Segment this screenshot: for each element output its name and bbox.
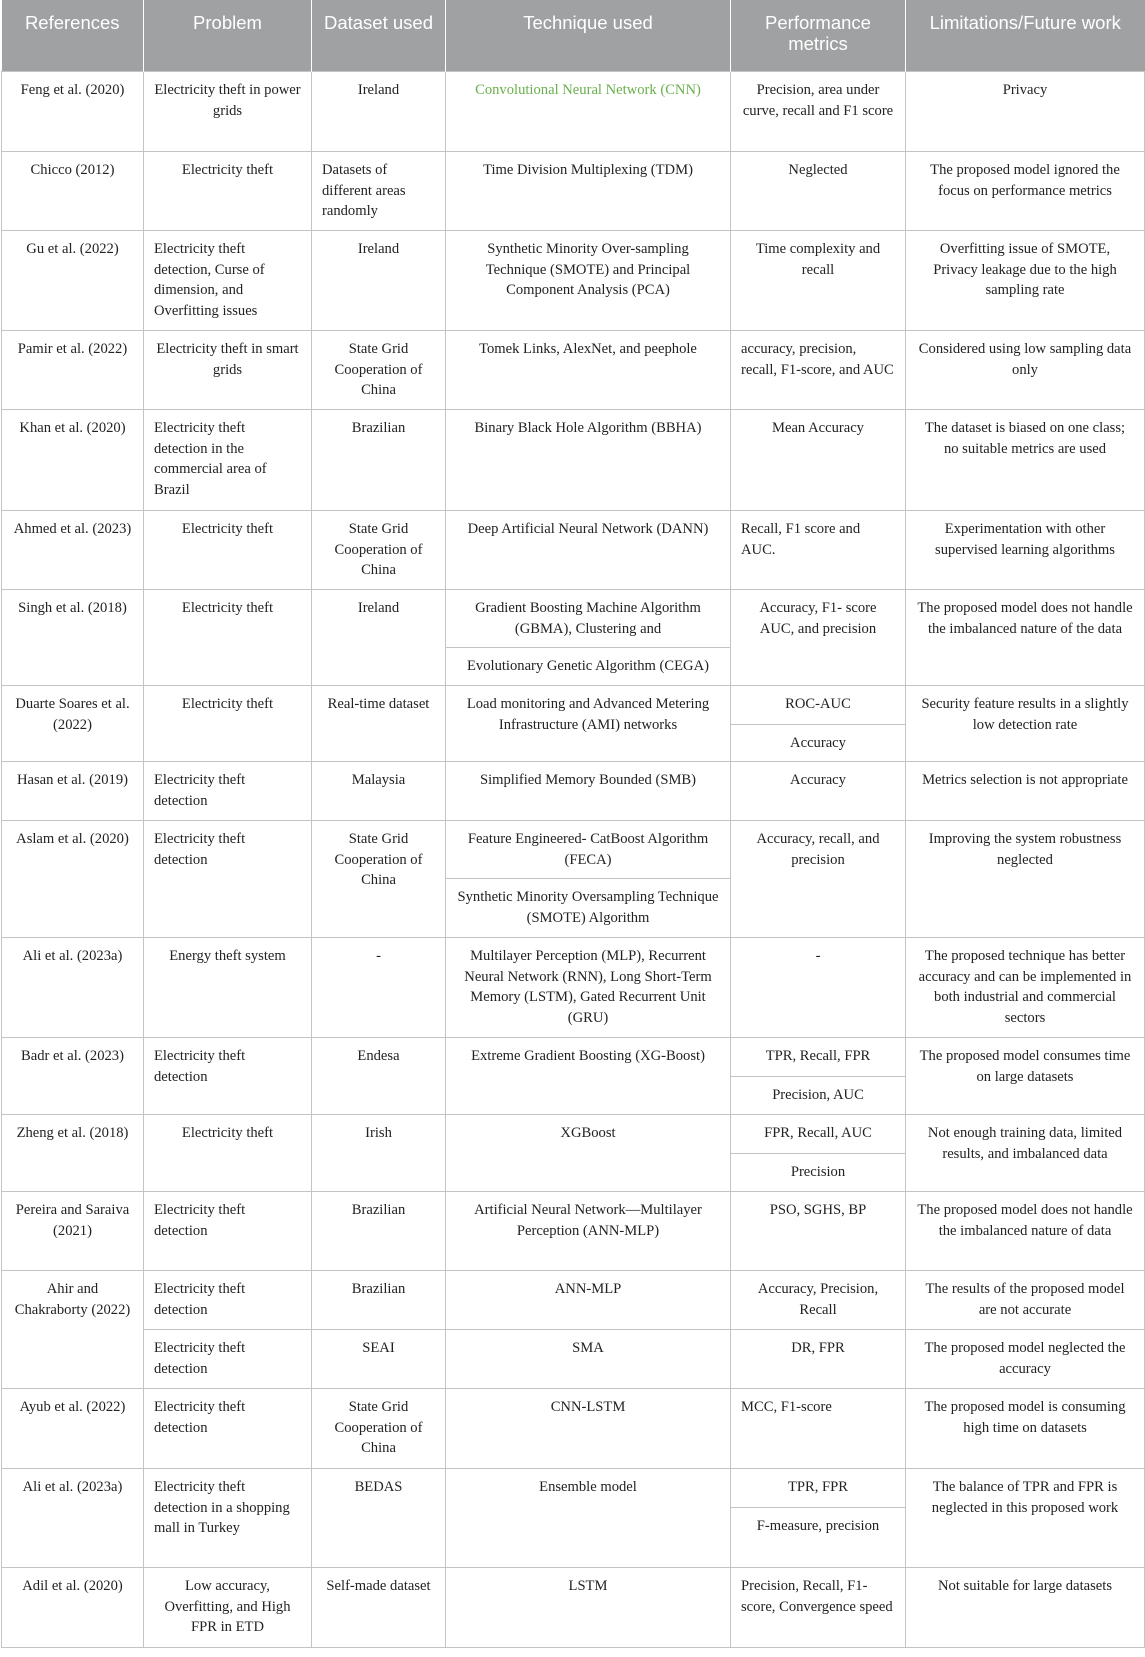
metrics-cell: MCC, F1-score	[731, 1389, 906, 1469]
reference-cell: Duarte Soares et al. (2022)	[2, 686, 144, 762]
header-row	[2, 0, 1145, 72]
limitations-cell: The proposed model consumes time on large datasets	[906, 1038, 1145, 1115]
table-row	[2, 1038, 1145, 1077]
dataset-cell: Endesa	[312, 1038, 446, 1115]
reference-cell: Adil et al. (2020)	[2, 1568, 144, 1648]
problem-cell: Electricity theft detection	[144, 1389, 312, 1469]
problem-cell: Electricity theft	[144, 152, 312, 231]
technique-cell: Gradient Boosting Machine Algorithm (GBMA), Clustering and	[446, 590, 731, 648]
dataset-cell: State Grid Cooperation of China	[312, 821, 446, 938]
problem-cell: Low accuracy, Overfitting, and High FPR in ETD	[144, 1568, 312, 1648]
header-technique: Technique used	[446, 0, 731, 72]
dataset-cell: Real-time dataset	[312, 686, 446, 762]
reference-cell: Gu et al. (2022)	[2, 231, 144, 331]
limitations-cell: Not enough training data, limited results, and imbalanced data	[906, 1115, 1145, 1192]
table-row	[2, 1568, 1145, 1648]
dataset-cell: Irish	[312, 1115, 446, 1192]
table-row	[2, 590, 1145, 648]
problem-cell: Electricity theft in smart grids	[144, 331, 312, 410]
table-row	[2, 1192, 1145, 1271]
metrics-cell: -	[731, 938, 906, 1038]
problem-cell: Electricity theft in power grids	[144, 72, 312, 152]
limitations-cell: Experimentation with other supervised learning algorithms	[906, 511, 1145, 590]
dataset-cell: Brazilian	[312, 410, 446, 511]
problem-cell: Electricity theft detection	[144, 1192, 312, 1271]
header-metrics: Performance metrics	[731, 0, 906, 72]
dataset-cell: Brazilian	[312, 1192, 446, 1271]
problem-cell: Energy theft system	[144, 938, 312, 1038]
technique-cell: Feature Engineered- CatBoost Algorithm (FECA)	[446, 821, 731, 879]
reference-cell: Ayub et al. (2022)	[2, 1389, 144, 1469]
metrics-cell: Accuracy, recall, and precision	[731, 821, 906, 938]
problem-cell: Electricity theft detection	[144, 821, 312, 938]
table-subrow	[2, 1330, 1145, 1389]
header-problem: Problem	[144, 0, 312, 72]
metrics-cell: Mean Accuracy	[731, 410, 906, 511]
table-row	[2, 331, 1145, 410]
problem-cell: Electricity theft detection	[144, 762, 312, 821]
technique-cell: Load monitoring and Advanced Metering Infrastructure (AMI) networks	[446, 686, 731, 762]
table-row	[2, 1469, 1145, 1508]
technique-cell: Tomek Links, AlexNet, and peephole	[446, 331, 731, 410]
dataset-cell: Ireland	[312, 72, 446, 152]
table-row	[2, 686, 1145, 725]
metrics-cell: Precision, area under curve, recall and F1 score	[731, 72, 906, 152]
limitations-cell: Improving the system robustness neglected	[906, 821, 1145, 938]
literature-comparison-table	[1, 0, 1145, 1648]
limitations-cell: Considered using low sampling data only	[906, 331, 1145, 410]
dataset-cell: State Grid Cooperation of China	[312, 1389, 446, 1469]
reference-cell: Pereira and Saraiva (2021)	[2, 1192, 144, 1271]
metrics-cell: TPR, Recall, FPR	[731, 1038, 906, 1077]
problem-cell: Electricity theft	[144, 686, 312, 762]
reference-cell: Chicco (2012)	[2, 152, 144, 231]
technique-cell: Time Division Multiplexing (TDM)	[446, 152, 731, 231]
dataset-cell: Ireland	[312, 590, 446, 686]
metrics-cell: ROC-AUC	[731, 686, 906, 725]
technique-cell: Ensemble model	[446, 1469, 731, 1568]
table-row	[2, 1271, 1145, 1330]
technique-cell: Synthetic Minority Over-sampling Technique (SMOTE) and Principal Component Analysis (PCA)	[446, 231, 731, 331]
problem-cell: Electricity theft	[144, 1115, 312, 1192]
metrics-cell: F-measure, precision	[731, 1508, 906, 1568]
technique-cell: LSTM	[446, 1568, 731, 1648]
limitations-cell: Overfitting issue of SMOTE, Privacy leakage due to the high sampling rate	[906, 231, 1145, 331]
table-row	[2, 821, 1145, 879]
table-row	[2, 152, 1145, 231]
technique-cell: Evolutionary Genetic Algorithm (CEGA)	[446, 648, 731, 686]
metrics-cell: Accuracy	[731, 725, 906, 762]
reference-cell: Ali et al. (2023a)	[2, 1469, 144, 1568]
reference-cell: Ali et al. (2023a)	[2, 938, 144, 1038]
table-row	[2, 410, 1145, 511]
problem-cell: Electricity theft detection, Curse of dimension, and Overfitting issues	[144, 231, 312, 331]
limitations-cell: Security feature results in a slightly low detection rate	[906, 686, 1145, 762]
technique-cell: CNN-LSTM	[446, 1389, 731, 1469]
problem-cell: Electricity theft detection	[144, 1330, 312, 1389]
technique-cell: ANN-MLP	[446, 1271, 731, 1330]
limitations-cell: The dataset is biased on one class; no suitable metrics are used	[906, 410, 1145, 511]
metrics-cell: Time complexity and recall	[731, 231, 906, 331]
problem-cell: Electricity theft	[144, 511, 312, 590]
dataset-cell: Datasets of different areas randomly	[312, 152, 446, 231]
technique-cell: Multilayer Perception (MLP), Recurrent Neural Network (RNN), Long Short-Term Memory (LSTM), Gated Recurrent Unit (GRU)	[446, 938, 731, 1038]
dataset-cell: BEDAS	[312, 1469, 446, 1568]
metrics-cell: Accuracy	[731, 762, 906, 821]
dataset-cell: -	[312, 938, 446, 1038]
metrics-cell: Neglected	[731, 152, 906, 231]
limitations-cell: The balance of TPR and FPR is neglected in this proposed work	[906, 1469, 1145, 1568]
technique-cell: SMA	[446, 1330, 731, 1389]
metrics-cell: Precision	[731, 1154, 906, 1192]
header-references: References	[2, 0, 144, 72]
metrics-cell: Accuracy, Precision, Recall	[731, 1271, 906, 1330]
header-dataset: Dataset used	[312, 0, 446, 72]
table-row	[2, 762, 1145, 821]
reference-cell: Khan et al. (2020)	[2, 410, 144, 511]
technique-cell: Simplified Memory Bounded (SMB)	[446, 762, 731, 821]
technique-cell: Binary Black Hole Algorithm (BBHA)	[446, 410, 731, 511]
reference-cell: Badr et al. (2023)	[2, 1038, 144, 1115]
problem-cell: Electricity theft detection	[144, 1271, 312, 1330]
limitations-cell: Not suitable for large datasets	[906, 1568, 1145, 1648]
technique-cell: Convolutional Neural Network (CNN)	[446, 72, 731, 152]
header-limitations: Limitations/Future work	[906, 0, 1145, 72]
metrics-cell: DR, FPR	[731, 1330, 906, 1389]
dataset-cell: Malaysia	[312, 762, 446, 821]
limitations-cell: Privacy	[906, 72, 1145, 152]
limitations-cell: The proposed model neglected the accuracy	[906, 1330, 1145, 1389]
dataset-cell: Self-made dataset	[312, 1568, 446, 1648]
metrics-cell: Precision, Recall, F1-score, Convergence speed	[731, 1568, 906, 1648]
technique-cell: XGBoost	[446, 1115, 731, 1192]
reference-cell: Zheng et al. (2018)	[2, 1115, 144, 1192]
table-row	[2, 231, 1145, 331]
table-row	[2, 1389, 1145, 1469]
table-row	[2, 72, 1145, 152]
limitations-cell: The proposed model does not handle the imbalanced nature of data	[906, 1192, 1145, 1271]
technique-cell: Artificial Neural Network—Multilayer Perception (ANN-MLP)	[446, 1192, 731, 1271]
metrics-cell: Recall, F1 score and AUC.	[731, 511, 906, 590]
dataset-cell: SEAI	[312, 1330, 446, 1389]
problem-cell: Electricity theft detection	[144, 1038, 312, 1115]
technique-cell: Synthetic Minority Oversampling Technique (SMOTE) Algorithm	[446, 879, 731, 938]
metrics-cell: accuracy, precision, recall, F1-score, and AUC	[731, 331, 906, 410]
limitations-cell: The proposed technique has better accuracy and can be implemented in both industrial and commercial sectors	[906, 938, 1145, 1038]
table-row	[2, 511, 1145, 590]
reference-cell: Hasan et al. (2019)	[2, 762, 144, 821]
table-row	[2, 1115, 1145, 1154]
reference-cell: Feng et al. (2020)	[2, 72, 144, 152]
technique-cell: Extreme Gradient Boosting (XG-Boost)	[446, 1038, 731, 1115]
reference-cell: Singh et al. (2018)	[2, 590, 144, 686]
problem-cell: Electricity theft	[144, 590, 312, 686]
dataset-cell: Ireland	[312, 231, 446, 331]
reference-cell: Ahir and Chakraborty (2022)	[2, 1271, 144, 1389]
metrics-cell: Precision, AUC	[731, 1077, 906, 1115]
limitations-cell: The proposed model ignored the focus on performance metrics	[906, 152, 1145, 231]
problem-cell: Electricity theft detection in the commercial area of Brazil	[144, 410, 312, 511]
reference-cell: Aslam et al. (2020)	[2, 821, 144, 938]
problem-cell: Electricity theft detection in a shopping mall in Turkey	[144, 1469, 312, 1568]
limitations-cell: The proposed model is consuming high time on datasets	[906, 1389, 1145, 1469]
limitations-cell: The results of the proposed model are not accurate	[906, 1271, 1145, 1330]
limitations-cell: The proposed model does not handle the imbalanced nature of the data	[906, 590, 1145, 686]
metrics-cell: TPR, FPR	[731, 1469, 906, 1508]
reference-cell: Ahmed et al. (2023)	[2, 511, 144, 590]
table-row	[2, 938, 1145, 1038]
reference-cell: Pamir et al. (2022)	[2, 331, 144, 410]
dataset-cell: State Grid Cooperation of China	[312, 511, 446, 590]
technique-cell: Deep Artificial Neural Network (DANN)	[446, 511, 731, 590]
metrics-cell: FPR, Recall, AUC	[731, 1115, 906, 1154]
metrics-cell: Accuracy, F1- score AUC, and precision	[731, 590, 906, 686]
dataset-cell: Brazilian	[312, 1271, 446, 1330]
dataset-cell: State Grid Cooperation of China	[312, 331, 446, 410]
metrics-cell: PSO, SGHS, BP	[731, 1192, 906, 1271]
limitations-cell: Metrics selection is not appropriate	[906, 762, 1145, 821]
